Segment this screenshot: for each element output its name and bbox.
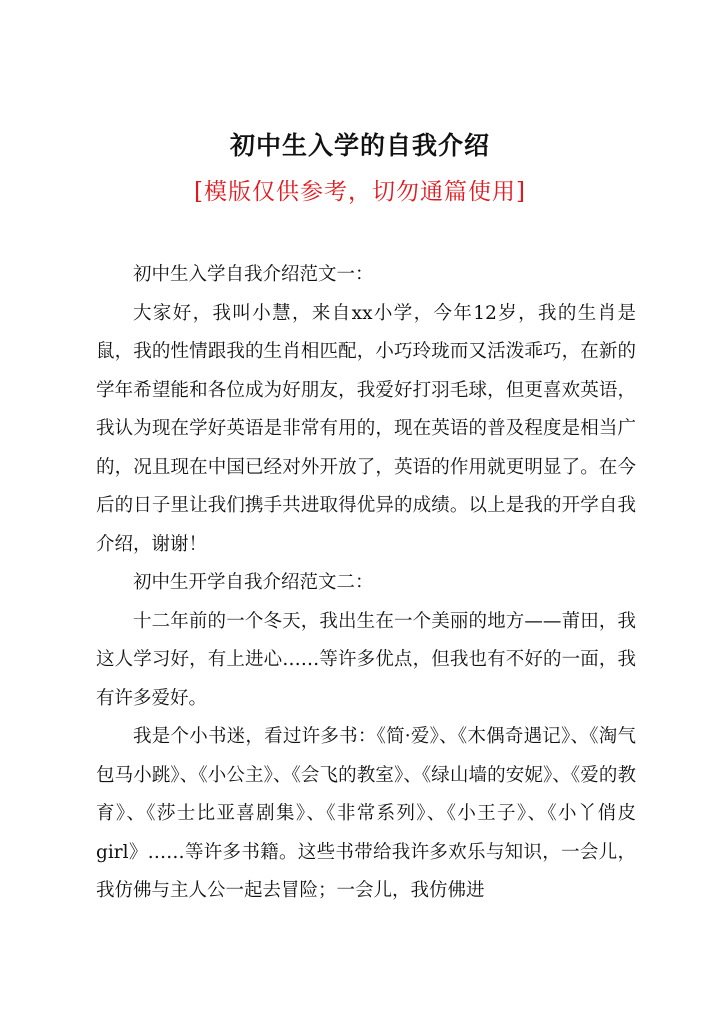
document-subtitle: [模版仅供参考，切勿通篇使用] — [194, 179, 526, 205]
paragraph-1: 大家好，我叫小慧，来自xx小学，今年12岁，我的生肖是鼠，我的性情跟我的生肖相匹配，小巧玲珑而又活泼乖巧，在新的学年希望能和各位成为好朋友，我爱好打羽毛球，但更喜欢英语，我认为现在学好英语是非常有用的，现在英语的普及程度是相当广的，况且现在中国已经对外开放了，英语的作用就更明显了。在今后的日子里让我们携手共进取得优异的成绩。以上是我的开学自我介绍，谢谢！ — [96, 302, 636, 555]
paragraph-heading-1: 初中生入学自我介绍范文一： — [133, 264, 374, 285]
paragraph-3: 我是个小书迷，看过许多书：《简·爱》、《木偶奇遇记》、《淘气包马小跳》、《小公主》、《会飞的教室》、《绿山墙的安妮》、《爱的教育》、《莎士比亚喜剧集》、《非常系列》、《小王子》、《小丫俏皮girl》……等许多书籍。这些书带给我许多欢乐与知识，一会儿，我仿佛与主人公一起去冒险；一会儿，我仿佛进 — [96, 726, 636, 901]
document-body — [96, 256, 636, 911]
paragraph-heading-2: 初中生开学自我介绍范文二： — [133, 572, 374, 593]
paragraph-2: 十二年前的一个冬天，我出生在一个美丽的地方——莆田，我这人学习好，有上进心……等许多优点，但我也有不好的一面，我有许多爱好。 — [96, 610, 636, 709]
document-title: 初中生入学的自我介绍 — [229, 131, 490, 160]
